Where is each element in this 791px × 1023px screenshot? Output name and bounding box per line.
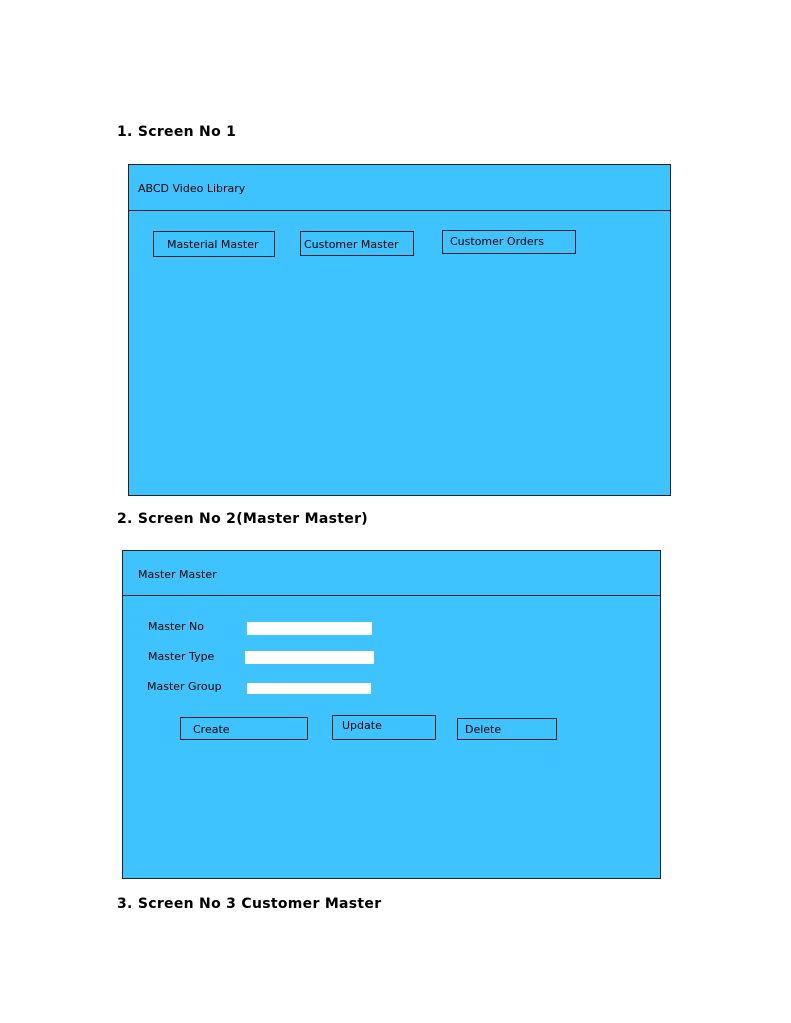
customer-master-button[interactable] [300,231,414,256]
create-button[interactable] [180,717,308,740]
master-no-input[interactable] [247,622,372,635]
master-type-label: Master Type [148,650,215,663]
update-button-label: Update [342,719,382,732]
screen-1-title-bar [129,165,670,211]
section-heading-screen-3: 3. Screen No 3 Customer Master [117,896,382,912]
screen-1-mockup [128,164,671,496]
master-no-label: Master No [148,620,205,633]
screen-2-title-bar [123,551,660,596]
material-master-button[interactable] [153,231,275,257]
customer-orders-button-label: Customer Orders [450,235,544,248]
customer-orders-button[interactable] [442,230,576,254]
master-group-label: Master Group [147,680,222,693]
material-master-button-label: Masterial Master [167,238,259,251]
master-group-input[interactable] [247,683,371,694]
screen-1-title: ABCD Video Library [138,182,246,195]
master-type-input[interactable] [245,651,374,664]
update-button[interactable] [332,715,436,740]
delete-button[interactable] [457,718,557,740]
screen-2-mockup [122,550,661,879]
section-heading-screen-1: 1. Screen No 1 [117,124,237,140]
section-heading-screen-2: 2. Screen No 2(Master Master) [117,511,368,527]
create-button-label: Create [193,723,230,736]
delete-button-label: Delete [465,723,502,736]
screen-2-title: Master Master [138,568,217,581]
customer-master-button-label: Customer Master [304,238,399,251]
